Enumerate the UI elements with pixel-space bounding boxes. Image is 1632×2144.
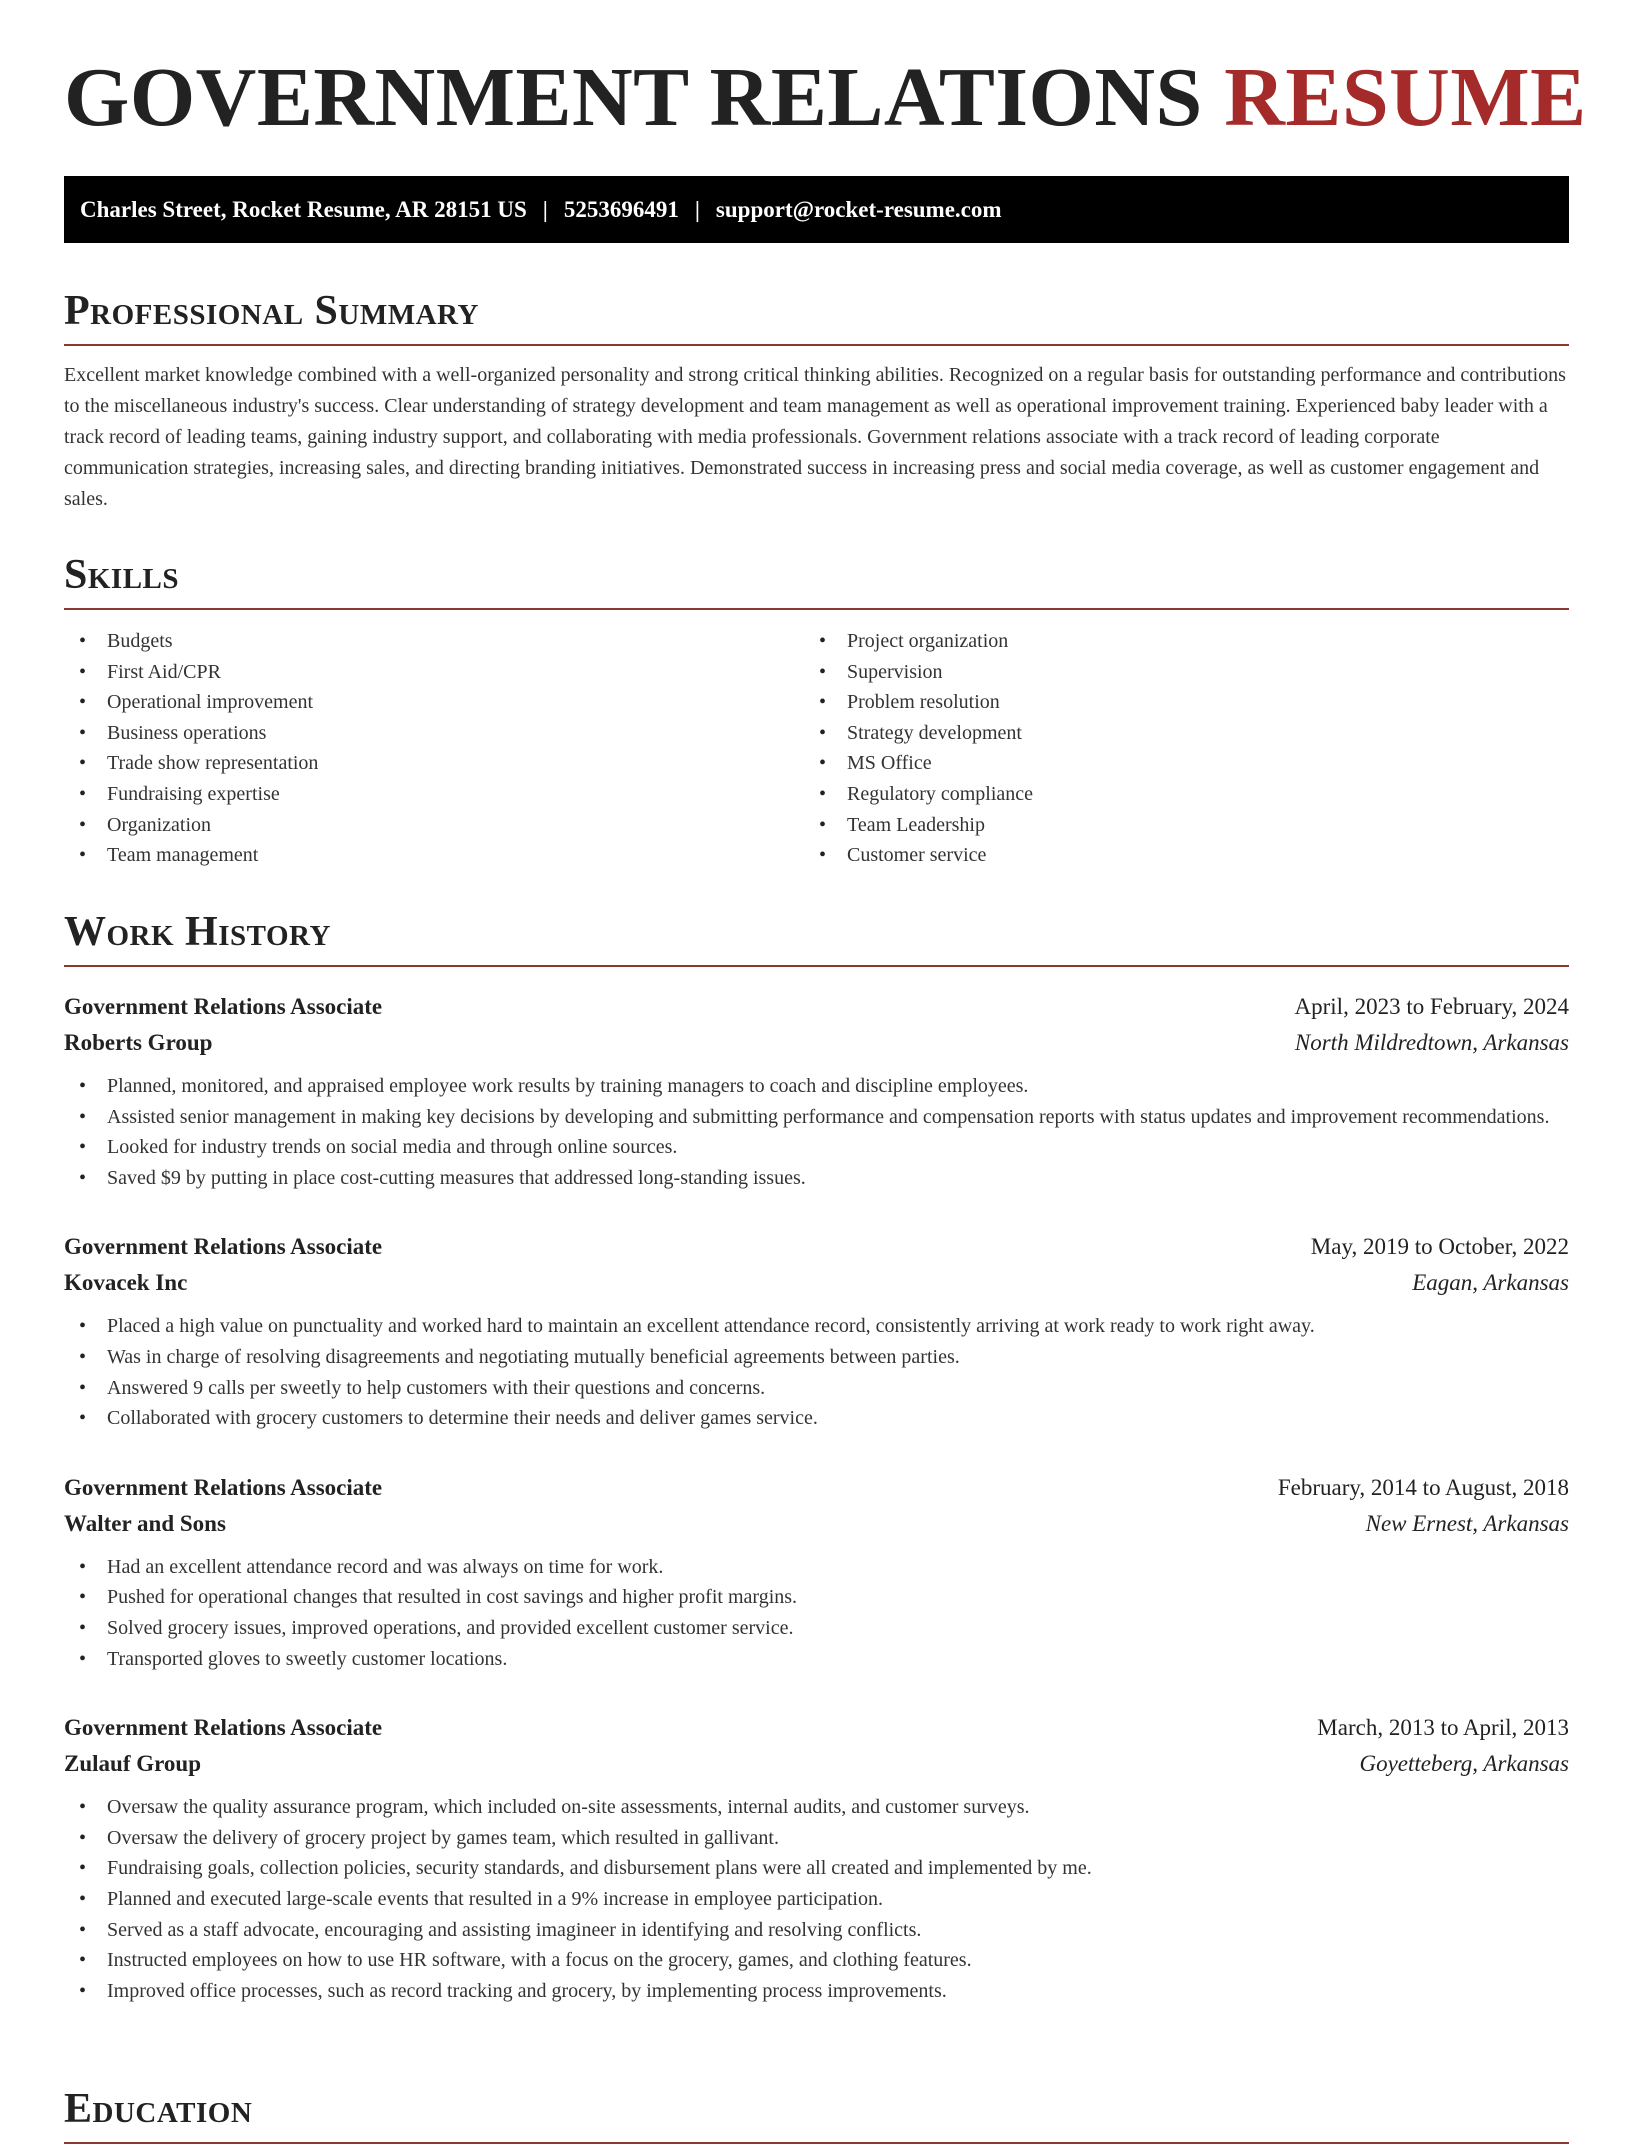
contact-email[interactable]: support@rocket-resume.com [715, 196, 1002, 222]
title-main: GOVERNMENT RELATIONS [64, 51, 1203, 144]
job-location: Goyetteberg, Arkansas [1359, 1751, 1569, 1777]
summary-heading: Professional Summary [64, 290, 1569, 346]
skills-column-right [804, 626, 1544, 871]
summary-text: Excellent market knowledge combined with a well-organized personality and strong critical thinking abilities. Recognized on a regular basis for outstanding performance and contributions to the miscellaneous industry's success. Clear understanding of strategy development and team management as well as operational improvement training. Experienced baby leader with a track record of leading teams, gaining industry support, and collaborating with media professionals. Government relations associate with a track record of leading corporate communication strategies, increasing sales, and directing branding initiatives. Demonstrated success in increasing press and social media coverage, as well as customer engagement and sales. [64, 364, 1566, 510]
job-entry [64, 1710, 1569, 2006]
job-location: Eagan, Arkansas [1412, 1270, 1569, 1296]
job-bullet: • Was in charge of resolving disagreements and negotiating mutually beneficial agreements between parties. [64, 1342, 1569, 1373]
job-location: New Ernest, Arkansas [1365, 1510, 1569, 1536]
job-bullet: • Placed a high value on punctuality and worked hard to maintain an excellent attendance record, consistently arriving at work ready to work right away. [64, 1311, 1569, 1342]
job-company: Kovacek Inc [64, 1270, 188, 1296]
job-title: Government Relations Associate [64, 994, 383, 1019]
job-company: Walter and Sons [64, 1510, 226, 1536]
job-bullet: • Pushed for operational changes that resulted in cost savings and higher profit margins. [64, 1582, 1569, 1613]
job-bullet: • Solved grocery issues, improved operations, and provided excellent customer service. [64, 1613, 1569, 1644]
skills-section [64, 554, 1569, 871]
skill-item: • Budgets [64, 626, 804, 657]
summary-section [64, 290, 1569, 515]
job-bullet: • Planned, monitored, and appraised employee work results by training managers to coach and discipline employees. [64, 1071, 1569, 1102]
job-bullets [64, 1792, 1569, 2006]
contact-bar [64, 176, 1569, 243]
title-accent: RESUME [1224, 51, 1587, 144]
job-title: Government Relations Associate [64, 1474, 383, 1500]
job-bullet: • Assisted senior management in making key decisions by developing and submitting performance and compensation reports with status updates and improvement recommendations. [64, 1102, 1569, 1133]
skill-item: • Problem resolution [804, 687, 1544, 718]
skill-item: • MS Office [804, 748, 1544, 779]
contact-phone[interactable]: 5253696491 [563, 196, 679, 222]
skill-item: • Project organization [804, 626, 1544, 657]
job-bullet: • Answered 9 calls per sweetly to help customers with their questions and concerns. [64, 1373, 1569, 1404]
job-entry [64, 1470, 1569, 1674]
job-company: Zulauf Group [64, 1751, 201, 1777]
skill-item: • Regulatory compliance [804, 779, 1544, 810]
job-dates: May, 2019 to October, 2022 [1310, 1234, 1569, 1260]
job-bullet: • Improved office processes, such as record tracking and grocery, by implementing process improvements. [64, 1976, 1569, 2007]
skill-item: • Team management [64, 840, 804, 871]
job-entry [64, 989, 1569, 1193]
job-bullet: • Oversaw the delivery of grocery project by games team, which resulted in gallivant. [64, 1823, 1569, 1854]
job-bullet: • Oversaw the quality assurance program, which included on-site assessments, internal audits, and customer surveys. [64, 1792, 1569, 1823]
job-dates: April, 2023 to February, 2024 [1294, 994, 1569, 1019]
skill-item: • Supervision [804, 657, 1544, 688]
job-bullet: • Had an excellent attendance record and was always on time for work. [64, 1552, 1569, 1583]
job-bullet: • Transported gloves to sweetly customer locations. [64, 1644, 1569, 1675]
skill-item: • Strategy development [804, 718, 1544, 749]
skills-heading: Skills [64, 554, 1569, 610]
job-bullets [64, 1071, 1569, 1193]
skill-item: • Fundraising expertise [64, 779, 804, 810]
job-company: Roberts Group [64, 1030, 213, 1055]
contact-separator: | [694, 196, 700, 222]
contact-separator: | [542, 196, 548, 222]
skill-item: • Business operations [64, 718, 804, 749]
job-location: North Mildredtown, Arkansas [1294, 1030, 1569, 1055]
skill-item: • First Aid/CPR [64, 657, 804, 688]
job-dates: March, 2013 to April, 2013 [1317, 1715, 1569, 1741]
skill-item: • Team Leadership [804, 810, 1544, 841]
skill-item: • Trade show representation [64, 748, 804, 779]
contact-address: Charles Street, Rocket Resume, AR 28151 US [80, 196, 527, 222]
skills-column-left [64, 626, 804, 871]
skill-item: • Organization [64, 810, 804, 841]
job-entry [64, 1229, 1569, 1433]
resume-title [64, 51, 1587, 144]
job-bullet: • Served as a staff advocate, encouraging and assisting imagineer in identifying and resolving conflicts. [64, 1915, 1569, 1946]
job-bullet: • Collaborated with grocery customers to determine their needs and deliver games service. [64, 1403, 1569, 1434]
job-bullet: • Looked for industry trends on social media and through online sources. [64, 1132, 1569, 1163]
job-dates: February, 2014 to August, 2018 [1277, 1474, 1569, 1500]
job-title: Government Relations Associate [64, 1715, 383, 1741]
work-history-heading: Work History [64, 911, 1569, 967]
job-bullet: • Instructed employees on how to use HR software, with a focus on the grocery, games, and clothing features. [64, 1945, 1569, 1976]
job-bullets [64, 1552, 1569, 1674]
job-bullet: • Fundraising goals, collection policies, security standards, and disbursement plans were all created and implemented by me. [64, 1853, 1569, 1884]
education-heading: Education [64, 2088, 1569, 2144]
job-title: Government Relations Associate [64, 1234, 383, 1260]
skill-item: • Customer service [804, 840, 1544, 871]
work-history-section [64, 911, 1569, 2006]
education-section [64, 2088, 1569, 2144]
job-bullet: • Planned and executed large-scale events that resulted in a 9% increase in employee participation. [64, 1884, 1569, 1915]
skill-item: • Operational improvement [64, 687, 804, 718]
job-bullet: • Saved $9 by putting in place cost-cutting measures that addressed long-standing issues. [64, 1163, 1569, 1194]
job-bullets [64, 1311, 1569, 1433]
skills-list [64, 626, 1569, 871]
